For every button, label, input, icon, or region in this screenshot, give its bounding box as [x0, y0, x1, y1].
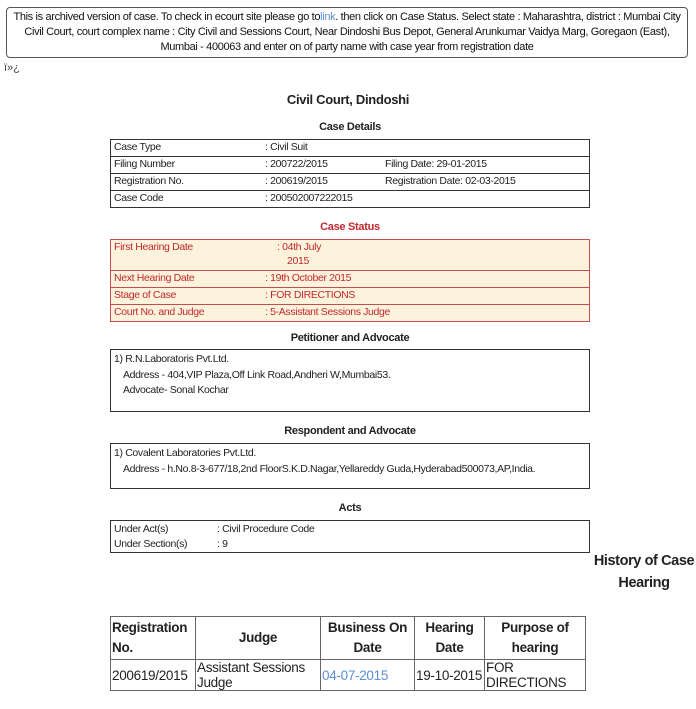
case-code-extra — [465, 191, 589, 207]
case-code-value: : 200502007222015 — [265, 192, 353, 204]
under-act-label: Under Act(s) — [114, 523, 169, 535]
table-row — [111, 660, 586, 691]
first-hearing-value-line1: : 04th July — [277, 241, 322, 253]
cell-business-on-date — [321, 660, 415, 691]
under-section-label: Under Section(s) — [114, 538, 188, 550]
petitioner-name: 1) R.N.Laboratoris Pvt.Ltd. — [114, 353, 229, 365]
case-status-row — [111, 270, 589, 287]
registration-no-label: Registration No. — [114, 175, 184, 187]
respondent-box — [110, 443, 590, 489]
respondent-name: 1) Covalent Laboratories Pvt.Ltd. — [114, 447, 256, 459]
filing-date: Filing Date: 29-01-2015 — [385, 158, 487, 170]
archive-notice — [6, 7, 688, 58]
case-status-row — [111, 240, 589, 270]
first-hearing-value — [265, 240, 589, 270]
history-table — [110, 616, 586, 691]
notice-text-after: . then click on Case Status. Select state : Maharashtra, district : Mumbai City Civil Court, court complex name : City Civil and Sessions Court, Near Dindoshi Bus Depot, General Arunkumar Vaidya Marg, Goregaon (East), Mumbai - 400063 and enter on of party name with case year from registration date — [24, 11, 681, 53]
first-hearing-label: First Hearing Date — [114, 241, 193, 253]
case-details-row — [111, 156, 589, 173]
col-registration-no: Registration No. — [111, 617, 196, 660]
col-purpose: Purpose of hearing — [485, 617, 586, 660]
registration-date: Registration Date: 02-03-2015 — [385, 175, 516, 187]
petitioner-box — [110, 349, 590, 412]
ecourt-link[interactable]: link — [320, 11, 336, 23]
case-status-title: Case Status — [320, 221, 380, 233]
first-hearing-value-line2: 2015 — [287, 255, 309, 267]
court-title: Civil Court, Dindoshi — [286, 92, 410, 107]
case-details-table — [110, 139, 590, 208]
case-details-row — [111, 173, 589, 190]
stage-label: Stage of Case — [114, 289, 176, 301]
petitioner-address: Address - 404,VIP Plaza,Off Link Road,Andheri W,Mumbai53. — [123, 368, 391, 381]
court-judge-value: : 5-Assistant Sessions Judge — [265, 306, 391, 318]
col-business-on-date: Business On Date — [321, 617, 415, 660]
registration-no-value: : 200619/2015 — [265, 175, 328, 187]
case-type-extra — [385, 140, 589, 156]
case-status-row — [111, 287, 589, 304]
acts-row — [111, 522, 589, 537]
acts-row — [111, 537, 589, 552]
under-act-value: : Civil Procedure Code — [217, 523, 315, 535]
filing-number-value: : 200722/2015 — [265, 158, 328, 170]
cell-hearing-date: 19-10-2015 — [415, 660, 485, 691]
case-type-value: : Civil Suit — [265, 141, 308, 153]
cell-registration-no: 200619/2015 — [111, 660, 196, 691]
cell-judge: Assistant Sessions Judge — [196, 660, 321, 691]
next-hearing-label: Next Hearing Date — [114, 272, 195, 284]
acts-title: Acts — [338, 502, 362, 514]
court-judge-label: Court No. and Judge — [114, 306, 205, 318]
under-section-value: : 9 — [217, 538, 228, 550]
case-details-row — [111, 190, 589, 207]
case-status-row — [111, 304, 589, 321]
filing-number-label: Filing Number — [114, 158, 175, 170]
case-code-label: Case Code — [114, 192, 164, 204]
case-type-label: Case Type — [114, 141, 161, 153]
next-hearing-value: : 19th October 2015 — [265, 272, 352, 284]
case-status-table — [110, 239, 590, 322]
business-on-date-link[interactable]: 04-07-2015 — [322, 667, 389, 683]
col-hearing-date: Hearing Date — [415, 617, 485, 660]
encoding-artifact: ï»¿ — [4, 62, 20, 74]
history-title: History of Case Hearing — [593, 553, 695, 591]
respondent-address: Address - h.No.8-3-677/18,2nd FloorS.K.D.Nagar,Yellareddy Guda,Hyderabad500073,AP,India. — [123, 462, 536, 475]
acts-table — [110, 520, 590, 553]
case-details-row — [111, 140, 589, 156]
notice-text-before: This is archived version of case. To check in ecourt site please go to — [13, 11, 321, 23]
petitioner-advocate: Advocate- Sonal Kochar — [123, 384, 229, 396]
respondent-title: Respondent and Advocate — [284, 425, 416, 437]
stage-value: : FOR DIRECTIONS — [265, 289, 356, 301]
history-header-row — [111, 617, 586, 660]
cell-purpose: FOR DIRECTIONS — [485, 660, 586, 691]
col-judge: Judge — [196, 617, 321, 660]
petitioner-title: Petitioner and Advocate — [290, 332, 410, 344]
case-details-title: Case Details — [319, 121, 381, 133]
